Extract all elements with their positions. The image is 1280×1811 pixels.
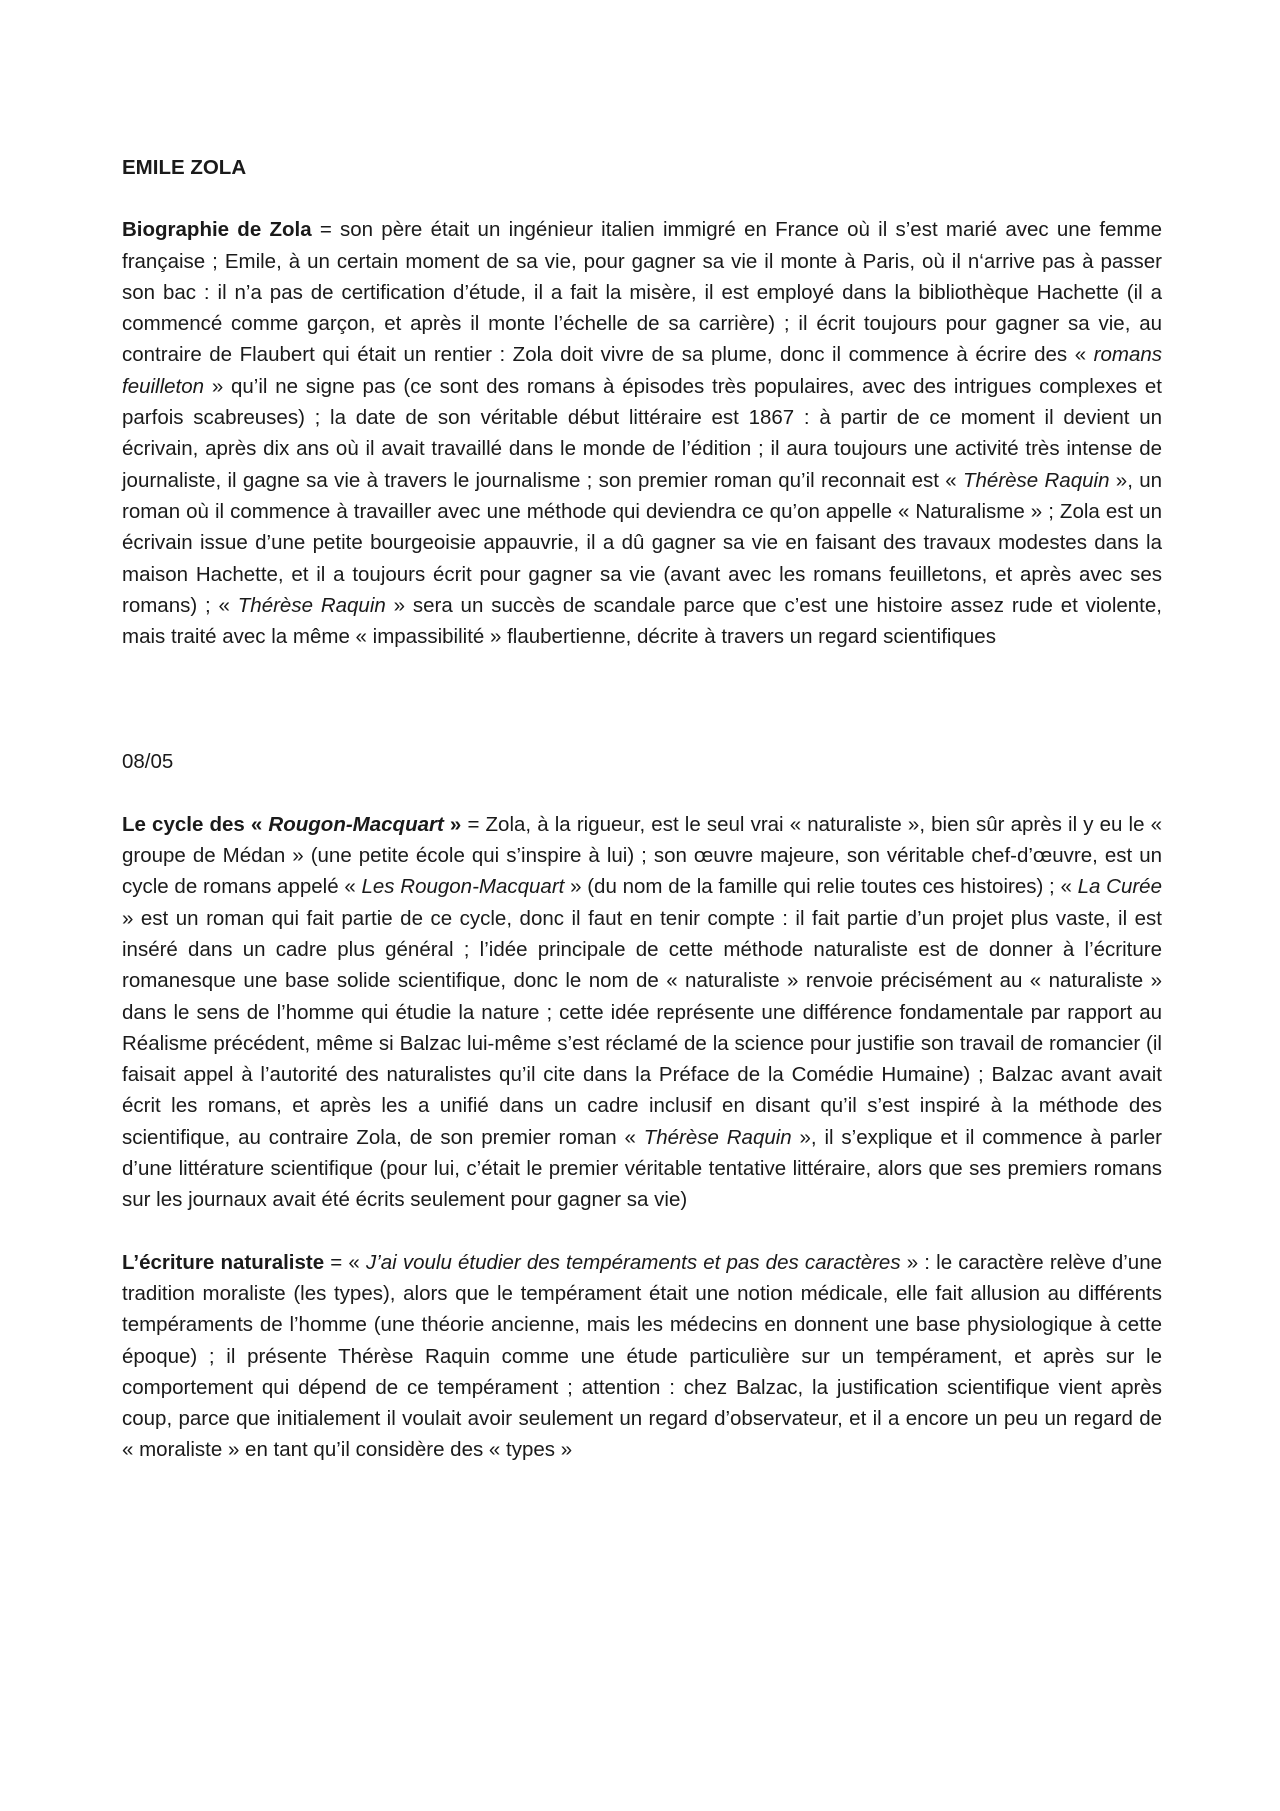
document-title: EMILE ZOLA	[122, 156, 247, 179]
italic-text: La Curée	[1077, 875, 1162, 899]
lead-term: L’écriture naturaliste	[122, 1250, 325, 1274]
body-text: = son père était un ingénieur italien immigré en France où il s’est marié avec une femme française ; Emile, à un certain moment de sa vie, pour gagner sa vie il monte à Paris, où il n‘arrive pas à passer son bac : il n’a pas de certification d’étude, il a fait la misère, il est employé dans la bibliothèque Hachette (il a commencé comme garçon, et après il monte l’échelle de sa carrière) ; il écrit toujours pour gagner sa vie, au contraire de Flaubert qui était un rentier : Zola doit vivre de sa plume, donc il commence à écrire des «	[122, 218, 1162, 367]
italic-text: romans feuilleton	[122, 343, 1162, 398]
section-biography	[122, 214, 1162, 652]
italic-text: J’ai voulu étudier des tempéraments et pas des caractères	[365, 1250, 901, 1274]
lead-term-italic: Rougon-Macquart	[268, 812, 444, 836]
spacer	[122, 1216, 1162, 1247]
section-rougon-macquart	[122, 809, 1162, 1216]
body-text: » qu’il ne signe pas (ce sont des romans à épisodes très populaires, avec des intrigues complexes et parfois scabreuses) ; la date de son véritable début littéraire est 1867 : à partir de ce moment il devient un écrivain, après dix ans où il avait travaillé dans le monde de l’édition ; il aura toujours une activité très intense de journaliste, il gagne sa vie à travers le journalisme ; son premier roman qu’il reconnait est «	[122, 374, 1162, 492]
italic-text: Thérèse Raquin	[963, 468, 1110, 492]
body-text: » sera un succès de scandale parce que c’est une histoire assez rude et violente, mais traité avec la même « impassibilité » flaubertienne, décrite à travers un regard scientifiques	[122, 593, 1162, 649]
body-text: », un roman où il commence à travailler avec une méthode qui deviendra ce qu’on appelle « Naturalisme » ; Zola est un écrivain issue d’une petite bourgeoisie appauvrie, il a dû gagner sa vie en faisant des travaux modestes dans la maison Hachette, et il a toujours écrit pour gagner sa vie (avant avec les romans feuilletons, et après avec ses romans) ; «	[122, 468, 1162, 617]
lead-term: Le cycle des «	[122, 812, 269, 836]
spacer	[122, 652, 1162, 746]
italic-text: Thérèse Raquin	[643, 1125, 792, 1149]
spacer	[122, 778, 1162, 809]
body-text: » (du nom de la famille qui relie toutes ces histoires) ; «	[564, 875, 1078, 899]
italic-text: Les Rougon-Macquart	[361, 875, 565, 899]
body-text: » est un roman qui fait partie de ce cycle, donc il faut en tenir compte : il fait partie d’un projet plus vaste, il est inséré dans un cadre plus général ; l’idée principale de cette méthode naturaliste est de donner à l’écriture romanesque une base solide scientifique, donc le nom de « naturaliste » renvoie précisément au « naturaliste » dans le sens de l’homme qui étudie la nature ; cette idée représente une différence fondamentale par rapport au Réalisme précédent, même si Balzac lui-même s’est réclamé de la science pour justifie son travail de romancier (il faisait appel à l’autorité des naturalistes qu’il cite dans la Préface de la Comédie Humaine) ; Balzac avant avait écrit les romans, et après les a unifié dans un cadre inclusif en disant qu’il s’est inspiré à la méthode des scientifique, au contraire Zola, de son premier roman «	[122, 906, 1162, 1149]
body-text: », il s’explique et il commence à parler d’une littérature scientifique (pour lui, c’était le premier véritable tentative littéraire, alors que ses premiers romans sur les journaux avait été écrits seulement pour gagner sa vie)	[122, 1125, 1162, 1212]
body-text: » : le caractère relève d’une tradition moraliste (les types), alors que le tempérament était une notion médicale, elle fait allusion au différents tempéraments de l’homme (une théorie ancienne, mais les médecins en donnent une base physiologique à cette époque) ; il présente Thérèse Raquin comme une étude particulière sur un tempérament, et après sur le comportement qui dépend de ce tempérament ; attention : chez Balzac, la justification scientifique vient après coup, parce que initialement il voulait avoir seulement un regard d’observateur, et il a encore un peu un regard de « moraliste » en tant qu’il considère des « types »	[122, 1250, 1162, 1462]
date-label: 08/05	[122, 750, 174, 774]
body-text: = Zola, à la rigueur, est le seul vrai « naturaliste », bien sûr après il y eu le « groupe de Médan » (une petite école qui s’inspire à lui) ; son œuvre majeure, son véritable chef-d’œuvre, est un cycle de romans appelé «	[122, 812, 1162, 899]
lead-term: Biographie de Zola	[122, 218, 312, 242]
italic-text: Thérèse Raquin	[237, 593, 386, 617]
section-ecriture-naturaliste	[122, 1247, 1162, 1466]
lead-term: »	[443, 812, 462, 836]
document-page	[122, 152, 1162, 1466]
body-text: = «	[324, 1250, 366, 1274]
